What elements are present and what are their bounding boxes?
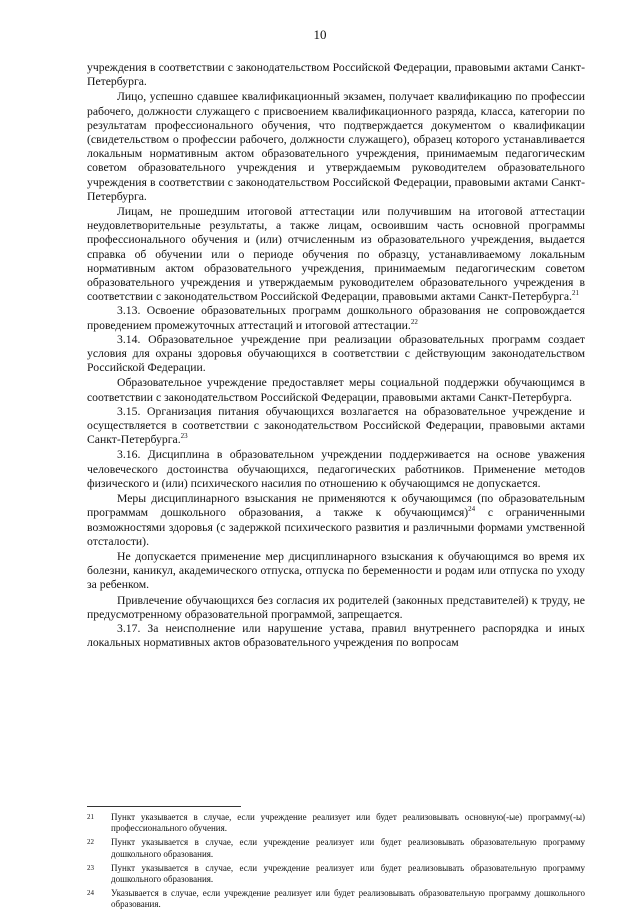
footnote-text: Пункт указывается в случае, если учреждение реализует или будет реализовывать образовательную программу дошкольного образования. bbox=[111, 862, 585, 885]
footnotes bbox=[87, 812, 585, 914]
paragraph-text: Лицам, не прошедшим итоговой аттестации или получившим на итоговой аттестации неудовлетворительные результаты, а также лицам, освоившим часть основной программы профессионального обучения и (или) отчисленным из образовательного учреждения, выдается справка об обучении или о периоде обучения по образцу, устанавливаемому локальным нормативным актом образовательного учреждения, принимаемым педагогическим советом образовательного учреждения и утверждаемым руководителем образовательного учреждения в соответствии с законодательством Российской Федерации, правовыми актами Санкт-Петербурга. bbox=[87, 205, 585, 304]
paragraph bbox=[87, 304, 585, 332]
footnote-text: Пункт указывается в случае, если учреждение реализует или будет реализовывать образовательную программу дошкольного образования. bbox=[111, 837, 585, 859]
paragraph bbox=[87, 405, 585, 448]
footnote bbox=[87, 837, 585, 859]
footnote-ref: 23 bbox=[180, 432, 188, 441]
footnote-ref: 22 bbox=[410, 317, 418, 326]
paragraph-text: 3.15. Организация питания обучающихся возлагается на образовательное учреждение и осуществляется в соответствии с законодательством Российской Федерации, правовыми актами Санкт-Петербурга. bbox=[87, 404, 585, 447]
paragraph: 3.17. За неисполнение или нарушение устава, правил внутреннего распорядка и иных локальных нормативных актов образовательного учреждения по вопросам bbox=[87, 621, 585, 650]
footnote bbox=[87, 888, 585, 910]
footnote-ref: 24 bbox=[468, 505, 476, 514]
document-body bbox=[87, 61, 585, 650]
footnote-number: 22 bbox=[87, 838, 94, 847]
paragraph: Не допускается применение мер дисциплинарного взыскания к обучающимся во время их болезни, каникул, академического отпуска, отпуска по беременности и родам или отпуска по уходу за ребенком. bbox=[87, 549, 585, 592]
paragraph: Образовательное учреждение предоставляет меры социальной поддержки обучающимся в соответствии с законодательством Российской Федерации, правовыми актами Санкт-Петербурга. bbox=[87, 376, 585, 404]
footnote bbox=[87, 863, 585, 885]
footnote-number: 24 bbox=[87, 889, 94, 898]
footnote-separator bbox=[87, 806, 241, 807]
footnote bbox=[87, 812, 585, 834]
footnote-number: 23 bbox=[87, 863, 94, 872]
paragraph: 3.16. Дисциплина в образовательном учреждении поддерживается на основе уважения человеческого достоинства обучающихся, педагогических работников. Применение методов физического и (или) психического насилия по отношению к обучающимся не допускается. bbox=[87, 448, 585, 490]
page-number: 10 bbox=[313, 27, 327, 42]
paragraph bbox=[87, 205, 585, 304]
footnote-number: 21 bbox=[87, 813, 94, 821]
paragraph bbox=[87, 492, 585, 549]
paragraph: Лицо, успешно сдавшее квалификационный экзамен, получает квалификацию по профессии рабочего, должности служащего с присвоением квалификационного разряда, класса, категории по результатам профессионального обучения, что подтверждается документом о квалификации (свидетельством о профессии рабочего, должности служащего), образец которого устанавливается локальным нормативным актом образовательного учреждения, принимаемым педагогическим советом образовательного учреждения и утверждаемым руководителем образовательного учреждения в соответствии с законодательством Российской Федерации, правовыми актами Санкт-Петербурга. bbox=[87, 90, 585, 203]
paragraph: учреждения в соответствии с законодательством Российской Федерации, правовыми актами Санкт-Петербурга. bbox=[87, 61, 585, 89]
paragraph-text: с ограниченными возможностями здоровья (с задержкой психического развития и различными формами умственной отсталости). bbox=[87, 506, 585, 548]
paragraph-text: 3.13. Освоение образовательных программ дошкольного образования не сопровождается проведением промежуточных аттестаций и итоговой аттестации. bbox=[87, 304, 585, 332]
paragraph-text: Меры дисциплинарного взыскания не применяются к обучающимся (по образовательным программам дошкольного образования, а также к обучающимся) bbox=[87, 492, 585, 520]
paragraph: Привлечение обучающихся без согласия их родителей (законных представителей) к труду, не предусмотренному образовательной программой, запрещается. bbox=[87, 593, 585, 621]
footnote-ref: 21 bbox=[571, 289, 579, 298]
paragraph: 3.14. Образовательное учреждение при реализации образовательных программ создает условия для охраны здоровья обучающихся в соответствии с действующим законодательством Российской Федерации. bbox=[87, 332, 585, 375]
footnote-text: Указывается в случае, если учреждение реализует или будет реализовывать образовательную программу дошкольного образования. bbox=[111, 888, 585, 910]
footnote-text: Пункт указывается в случае, если учреждение реализует или будет реализовывать основную(-ые) программу(-ы) профессионального обучения. bbox=[111, 812, 585, 834]
